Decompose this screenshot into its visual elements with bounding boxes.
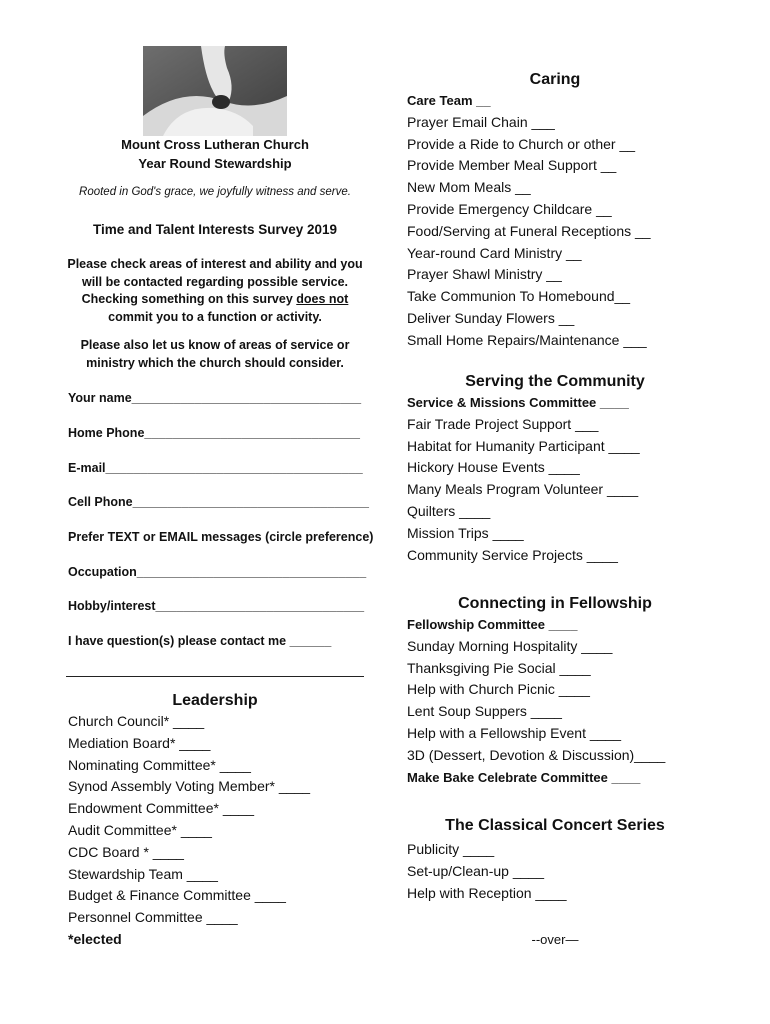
caring-item[interactable]: Provide a Ride to Church or other __ xyxy=(407,135,636,152)
instructions-line: commit you to a function or activity. xyxy=(108,309,322,324)
tagline: Rooted in God's grace, we joyfully witness and serve. xyxy=(79,186,351,198)
cell-phone-field[interactable]: Cell Phone__________________________________ xyxy=(68,495,369,509)
concert-list xyxy=(407,839,567,904)
elected-note: *elected xyxy=(68,930,122,947)
program-name: Year Round Stewardship xyxy=(138,156,292,171)
caring-item[interactable]: Provide Emergency Childcare __ xyxy=(407,200,612,217)
concert-item[interactable]: Set-up/Clean-up ____ xyxy=(407,862,544,879)
fellowship-list xyxy=(407,614,665,788)
suggestion-line: Please also let us know of areas of service or xyxy=(80,338,350,352)
community-item[interactable]: Many Meals Program Volunteer ____ xyxy=(407,481,639,498)
fellowship-item[interactable]: Lent Soup Suppers ____ xyxy=(407,703,562,720)
caring-item[interactable]: Food/Serving at Funeral Receptions __ xyxy=(407,222,651,239)
instructions-line xyxy=(60,291,370,309)
fellowship-item[interactable]: Help with a Fellowship Event ____ xyxy=(407,724,622,741)
fellowship-item[interactable]: Thanksgiving Pie Social ____ xyxy=(407,659,591,676)
fellowship-item[interactable]: Sunday Morning Hospitality ____ xyxy=(407,637,613,654)
instructions-text: Checking something on this survey xyxy=(81,292,297,306)
leadership-item[interactable]: Stewardship Team ____ xyxy=(68,865,218,882)
fellowship-item[interactable]: Fellowship Committee ____ xyxy=(407,617,578,632)
leadership-item[interactable]: Budget & Finance Committee ____ xyxy=(68,887,286,904)
suggestion-line: ministry which the church should consider. xyxy=(86,355,344,370)
community-item[interactable]: Mission Trips ____ xyxy=(407,524,524,541)
caring-item[interactable]: Small Home Repairs/Maintenance ___ xyxy=(407,331,647,348)
over-note: --over— xyxy=(531,932,579,947)
concert-title: The Classical Concert Series xyxy=(445,817,665,834)
concert-item[interactable]: Help with Reception ____ xyxy=(407,884,567,901)
leadership-item[interactable]: CDC Board * ____ xyxy=(68,843,184,860)
church-logo-photo xyxy=(143,46,287,136)
leadership-list xyxy=(68,711,310,951)
caring-item[interactable]: Prayer Shawl Ministry __ xyxy=(407,266,562,283)
community-title: Serving the Community xyxy=(465,373,645,390)
caring-item[interactable]: New Mom Meals __ xyxy=(407,179,531,196)
community-item[interactable]: Fair Trade Project Support ___ xyxy=(407,415,599,432)
caring-item[interactable]: Year-round Card Ministry __ xyxy=(407,244,582,261)
email-field[interactable]: E-mail_____________________________________ xyxy=(68,461,363,475)
instructions xyxy=(60,256,370,326)
fellowship-item[interactable]: Make Bake Celebrate Committee ____ xyxy=(407,769,641,785)
name-field[interactable]: Your name_________________________________ xyxy=(68,391,362,405)
contact-preference-field[interactable]: Prefer TEXT or EMAIL messages (circle preference) xyxy=(68,530,374,544)
community-item[interactable]: Habitat for Humanity Participant ____ xyxy=(407,437,640,454)
suggestion-note xyxy=(60,337,370,372)
divider xyxy=(66,676,364,677)
leadership-item[interactable]: Nominating Committee* ____ xyxy=(68,756,251,773)
org-name: Mount Cross Lutheran Church xyxy=(121,137,309,152)
community-item[interactable]: Hickory House Events ____ xyxy=(407,459,580,476)
occupation-field[interactable]: Occupation_________________________________ xyxy=(68,565,367,579)
leadership-item[interactable]: Personnel Committee ____ xyxy=(68,909,238,926)
question-contact-field[interactable]: I have question(s) please contact me ______ xyxy=(68,634,332,648)
fellowship-item[interactable]: Help with Church Picnic ____ xyxy=(407,681,590,698)
leadership-title: Leadership xyxy=(172,692,258,709)
survey-title: Time and Talent Interests Survey 2019 xyxy=(92,222,338,237)
home-phone-field[interactable]: Home Phone_______________________________ xyxy=(68,426,360,440)
fellowship-item[interactable]: 3D (Dessert, Devotion & Discussion)____ xyxy=(407,746,666,763)
community-item[interactable]: Quilters ____ xyxy=(407,502,491,519)
leadership-item[interactable]: Endowment Committee* ____ xyxy=(68,800,254,817)
leadership-item[interactable]: Audit Committee* ____ xyxy=(68,821,212,838)
community-item[interactable]: Community Service Projects ____ xyxy=(407,546,618,563)
instructions-line: Please check areas of interest and ability and you xyxy=(67,257,363,271)
leadership-item[interactable]: Mediation Board* ____ xyxy=(68,734,211,751)
caring-item[interactable]: Take Communion To Homebound__ xyxy=(407,288,631,305)
caring-item[interactable]: Prayer Email Chain ___ xyxy=(407,113,555,130)
leadership-item[interactable]: Church Council* ____ xyxy=(68,713,205,729)
caring-item[interactable]: Deliver Sunday Flowers __ xyxy=(407,309,575,326)
caring-item[interactable]: Provide Member Meal Support __ xyxy=(407,157,617,174)
instructions-emphasis: does not xyxy=(296,292,349,306)
hobby-field[interactable]: Hobby/interest______________________________ xyxy=(68,599,365,613)
concert-item[interactable]: Publicity ____ xyxy=(407,841,495,857)
fellowship-title: Connecting in Fellowship xyxy=(458,595,652,612)
community-list xyxy=(407,392,640,566)
caring-list xyxy=(407,90,651,352)
caring-item[interactable]: Care Team __ xyxy=(407,93,491,108)
community-item[interactable]: Service & Missions Committee ____ xyxy=(407,395,629,410)
leadership-item[interactable]: Synod Assembly Voting Member* ____ xyxy=(68,778,311,795)
caring-title: Caring xyxy=(529,71,581,88)
instructions-line: will be contacted regarding possible service. xyxy=(81,274,349,289)
